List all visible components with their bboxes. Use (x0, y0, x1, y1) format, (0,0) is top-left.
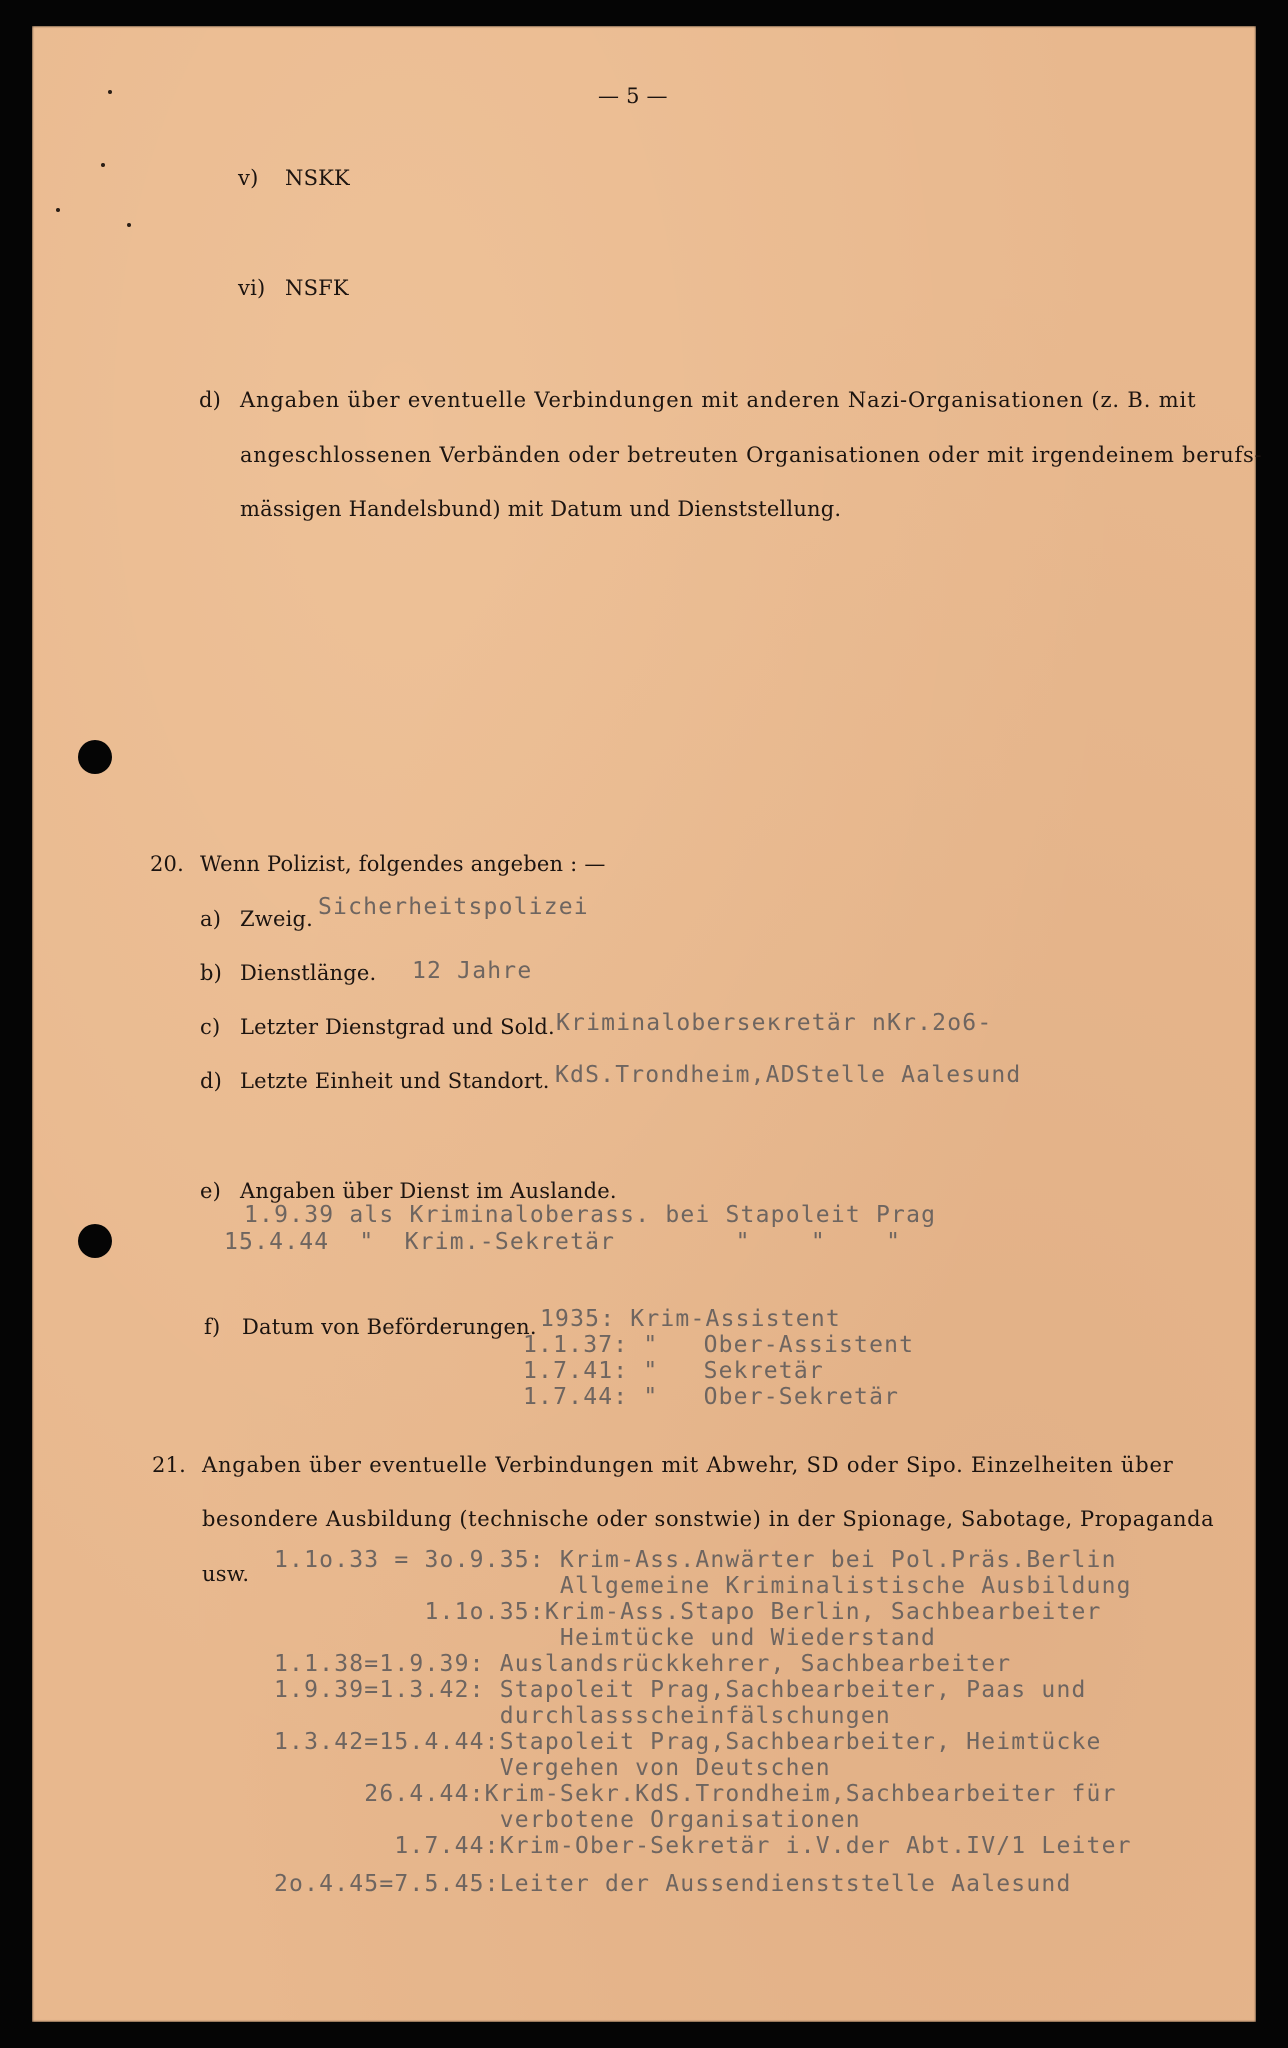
s21-typed-7: durchlassscheinfälschungen (274, 1703, 891, 1729)
s21-typed-6: 1.9.39=1.3.42: Stapoleit Prag,Sachbearbeiter, Paas und (274, 1677, 1087, 1703)
s21-typed-5: 1.1.38=1.9.39: Auslandsrückkehrer, Sachbearbeiter (274, 1651, 1012, 1677)
s20-b-typed: 12 Jahre (412, 958, 533, 984)
s21-typed-13: 2o.4.45=7.5.45:Leiter der Aussendienststelle Aalesund (274, 1871, 1072, 1897)
speck (101, 163, 105, 167)
s20-f-text: Datum von Beförderungen. (242, 1315, 537, 1339)
s20-f-label: f) (204, 1315, 221, 1339)
item-vi-text: NSFK (285, 276, 349, 300)
s20-d-label: d) (200, 1069, 223, 1093)
item-v-label: v) (238, 166, 259, 190)
section-20-heading: Wenn Polizist, folgendes angeben : — (200, 852, 606, 876)
s20-e-text: Angaben über Dienst im Auslande. (240, 1179, 617, 1203)
s20-d-typed: KdS.Trondheim,ADStelle Aalesund (555, 1062, 1022, 1088)
s21-typed-4: Heimtücke und Wiederstand (274, 1625, 937, 1651)
item-v-text: NSKK (285, 166, 350, 190)
s20-c-label: c) (200, 1015, 221, 1039)
s21-typed-10: 26.4.44:Krim-Sekr.KdS.Trondheim,Sachbearbeiter für (274, 1781, 1117, 1807)
s20-f-typed-1: 1935: Krim-Assistent (540, 1306, 841, 1332)
s20-e-label: e) (200, 1179, 222, 1203)
s20-e-typed2: 15.4.44 " Krim.-Sekretär " " " (224, 1229, 902, 1255)
s20-a-typed: Sicherheitspolizei (318, 894, 589, 920)
item-d-line3: mässigen Handelsbund) mit Datum und Dienststellung. (240, 497, 842, 521)
s20-d-text: Letzte Einheit und Standort. (240, 1069, 550, 1093)
s21-typed-1: 1.1o.33 = 3o.9.35: Krim-Ass.Anwärter bei Pol.Präs.Berlin (274, 1547, 1117, 1573)
section-21-line3: usw. (202, 1562, 250, 1586)
item-d-label: d) (199, 388, 222, 412)
item-d-line1: Angaben über eventuelle Verbindungen mit anderen Nazi-Organisationen (z. B. mit (240, 388, 1197, 412)
item-d-line2: angeschlossenen Verbänden oder betreuten Organisationen oder mit irgendeinem berufs- (240, 443, 1263, 467)
s21-typed-12: 1.7.44:Krim-Ober-Sekretär i.V.der Abt.IV/1 Leiter (274, 1833, 1132, 1859)
s21-typed-2: Allgemeine Kriminalistische Ausbildung (274, 1573, 1132, 1599)
s20-e-typed1: 1.9.39 als Kriminaloberass. bei Stapoleit Prag (244, 1202, 937, 1228)
section-21-line2: besondere Ausbildung (technische oder sonstwie) in der Spionage, Sabotage, Propaganda (202, 1507, 1215, 1531)
s20-c-text: Letzter Dienstgrad und Sold. (240, 1015, 555, 1039)
section-21-number: 21. (152, 1453, 186, 1477)
speck (127, 223, 131, 227)
section-21-line1: Angaben über eventuelle Verbindungen mit Abwehr, SD oder Sipo. Einzelheiten über (202, 1453, 1174, 1477)
s20-b-label: b) (200, 961, 223, 985)
section-20-number: 20. (150, 852, 184, 876)
s21-typed-8: 1.3.42=15.4.44:Stapoleit Prag,Sachbearbeiter, Heimtücke (274, 1729, 1102, 1755)
page-number: — 5 — (598, 84, 668, 108)
s21-typed-11: verbotene Organisationen (274, 1807, 861, 1833)
s20-c-typed: Kriminaloberseкretär nKr.2o6- (556, 1010, 993, 1036)
s20-f-typed-3: 1.7.41: " Sekretär (523, 1358, 824, 1384)
speck (56, 208, 60, 212)
punch-hole-top (78, 740, 112, 774)
punch-hole-bottom (78, 1224, 112, 1258)
speck (108, 90, 112, 94)
s21-typed-9: Vergehen von Deutschen (274, 1755, 831, 1781)
s20-b-text: Dienstlänge. (240, 961, 377, 985)
s21-typed-3: 1.1o.35:Krim-Ass.Stapo Berlin, Sachbearbeiter (274, 1599, 1102, 1625)
s20-a-label: a) (200, 907, 222, 931)
item-vi-label: vi) (238, 276, 266, 300)
s20-f-typed-2: 1.1.37: " Ober-Assistent (523, 1332, 915, 1358)
s20-a-text: Zweig. (240, 907, 314, 931)
s20-f-typed-4: 1.7.44: " Ober-Sekretär (523, 1384, 900, 1410)
